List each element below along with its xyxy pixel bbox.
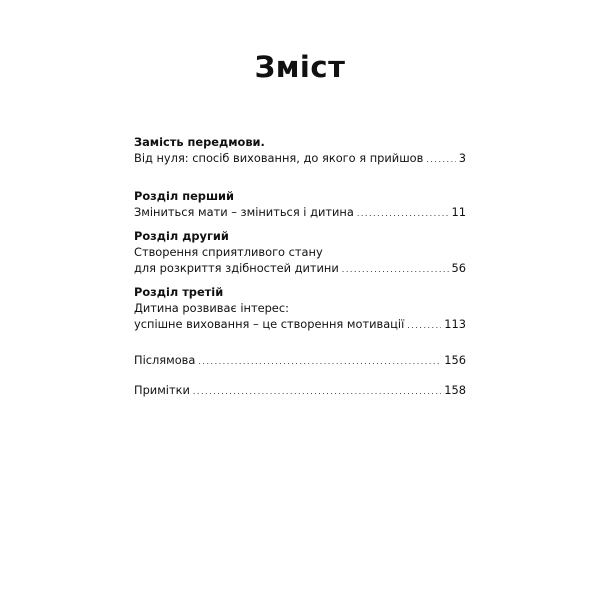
toc-heading: Розділ третій: [134, 285, 224, 299]
toc-page-number: 156: [444, 353, 466, 367]
toc-line-text: Від нуля: спосіб виховання, до якого я прийшов: [134, 151, 424, 165]
toc-line[interactable]: [134, 204, 466, 222]
toc-page-number: 158: [444, 383, 466, 397]
toc-line[interactable]: [134, 150, 466, 168]
toc-entry-foreword: [134, 134, 466, 168]
toc-line[interactable]: [134, 352, 466, 370]
toc-heading: Замість передмови.: [134, 135, 265, 149]
toc-line[interactable]: [134, 316, 466, 334]
toc-subline: [134, 244, 466, 260]
toc-line-text: Дитина розвиває інтерес:: [134, 301, 289, 315]
dot-leader: [342, 262, 449, 278]
page-title: Зміст: [254, 50, 346, 84]
toc-entry-notes: [134, 382, 466, 400]
dot-leader: [426, 152, 455, 168]
toc-line[interactable]: [134, 382, 466, 400]
toc-page-number: 113: [444, 317, 466, 331]
toc-entry-chapter-2: [134, 228, 466, 278]
toc-line-text: Створення сприятливого стану: [134, 245, 323, 259]
toc-page-number: 56: [451, 261, 466, 275]
toc-entry-chapter-1: [134, 188, 466, 222]
toc-heading: Розділ другий: [134, 229, 229, 243]
toc-entry-afterword: [134, 352, 466, 370]
toc-entry-chapter-3: [134, 284, 466, 334]
toc-line-text: для розкриття здібностей дитини: [134, 261, 339, 275]
toc-heading: Розділ перший: [134, 189, 235, 203]
toc-subline: [134, 300, 466, 316]
dot-leader: [407, 318, 441, 334]
toc-line[interactable]: [134, 260, 466, 278]
toc-page-number: 3: [458, 151, 466, 165]
toc-line-text: Зміниться мати – зміниться і дитина: [134, 205, 354, 219]
table-of-contents: [134, 134, 466, 400]
toc-page-number: 11: [451, 205, 466, 219]
dot-leader: [193, 384, 441, 400]
dot-leader: [357, 206, 449, 222]
toc-line-text: успішне виховання – це створення мотивації: [134, 317, 405, 331]
toc-line-text: Примітки: [134, 383, 190, 397]
dot-leader: [198, 354, 441, 370]
toc-line-text: Післямова: [134, 353, 196, 367]
